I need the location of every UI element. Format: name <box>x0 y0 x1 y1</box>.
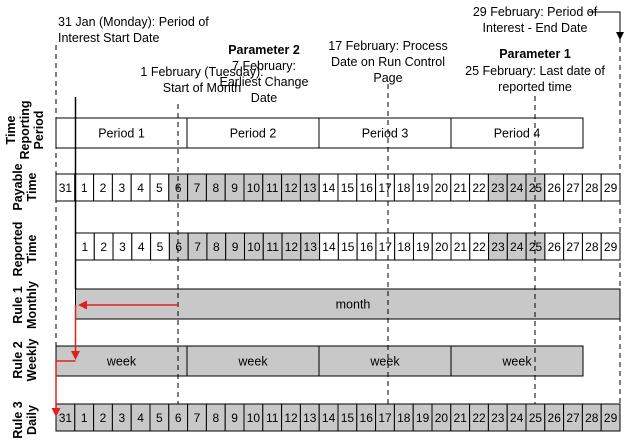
payable-time-day: 4 <box>137 181 144 195</box>
reported-time-day: 24 <box>510 240 524 254</box>
payable-time-day: 19 <box>415 181 430 195</box>
annotation-feb29-line: Interest - End Date <box>482 21 588 35</box>
annotation-parameter2-line: 7 February: <box>232 59 296 73</box>
row-label-rule1-monthly-line: Monthly <box>25 281 39 329</box>
payable-time-day: 25 <box>528 181 543 195</box>
week-label: week <box>238 354 268 369</box>
payable-time-day: 2 <box>99 181 107 195</box>
payable-time-day: 1 <box>80 181 88 195</box>
reported-time-day: 29 <box>603 240 618 254</box>
month-label: month <box>335 297 371 312</box>
daily-day: 26 <box>547 411 561 425</box>
payable-time-day: 31 <box>58 181 73 195</box>
payable-time-day: 22 <box>472 181 486 195</box>
daily-day: 6 <box>174 411 182 425</box>
annotation-parameter2-line: Date <box>250 91 278 105</box>
daily-day: 11 <box>265 411 279 425</box>
row-label-reported-time <box>11 222 39 277</box>
daily-day: 5 <box>156 411 163 425</box>
period-label: Period 1 <box>98 126 145 141</box>
annotation-feb17-line: 17 February: Process <box>328 39 448 53</box>
annotation-jan31-line: Interest Start Date <box>58 31 160 45</box>
row-label-rule3-daily-line: Rule 3 <box>11 401 25 439</box>
payable-time-day: 24 <box>509 181 524 195</box>
annotation-parameter1 <box>465 64 605 94</box>
reported-time-day: 12 <box>284 240 299 254</box>
daily-day: 24 <box>509 411 524 425</box>
annotation-feb29 <box>473 5 598 35</box>
reported-time-day: 15 <box>341 240 355 254</box>
reported-time-day: 3 <box>119 240 126 254</box>
annotation-parameter2-line: Earliest Change <box>219 75 309 89</box>
daily-day: 7 <box>193 411 201 425</box>
payable-time-day: 5 <box>156 181 163 195</box>
daily-day: 9 <box>231 411 238 425</box>
daily-day: 17 <box>378 411 392 425</box>
annotation-feb17 <box>328 39 448 85</box>
daily-day: 31 <box>58 411 73 425</box>
daily-day: 13 <box>303 411 317 425</box>
reported-time-day: 14 <box>322 240 336 254</box>
period-label: Period 2 <box>229 126 277 141</box>
reported-time-day: 5 <box>156 240 164 254</box>
daily-day: 8 <box>212 411 220 425</box>
row-label-reported-time-line: Time <box>25 234 39 264</box>
payable-time-day: 20 <box>434 181 449 195</box>
annotation-parameter2 <box>220 59 309 105</box>
payable-time-day: 13 <box>303 181 317 195</box>
annotation-feb1-line: 1 February (Tuesday): <box>140 65 264 79</box>
reported-time-day: 23 <box>491 240 505 254</box>
payable-time-day: 29 <box>603 181 618 195</box>
daily-day: 20 <box>434 411 449 425</box>
payable-time-day: 10 <box>246 181 261 195</box>
reported-time-day: 22 <box>472 240 486 254</box>
row-label-time-reporting-period-line: Period <box>32 110 46 150</box>
daily-day: 27 <box>566 411 580 425</box>
row-label-payable-time-line: Time <box>25 172 39 202</box>
row-label-rule2-weekly <box>11 339 39 382</box>
row-label-rule1-monthly <box>11 281 39 329</box>
payable-time-day: 28 <box>585 181 599 195</box>
row-label-rule2-weekly-line: Weekly <box>25 338 39 382</box>
period-label: Period 4 <box>493 126 541 141</box>
row-label-payable-time-line: Payable <box>11 163 25 211</box>
daily-day: 14 <box>321 411 336 425</box>
reported-time-day: 7 <box>194 240 201 254</box>
row-label-rule3-daily <box>11 401 39 439</box>
reported-time-day: 21 <box>453 240 468 254</box>
payable-time-day: 3 <box>118 181 126 195</box>
payable-time-day: 7 <box>193 181 201 195</box>
daily-day: 1 <box>80 411 88 425</box>
payable-time-day: 17 <box>378 181 392 195</box>
payable-time-day: 23 <box>491 181 505 195</box>
period-label: Period 3 <box>361 126 409 141</box>
payable-time-day: 8 <box>212 181 220 195</box>
reported-time-day: 13 <box>303 240 317 254</box>
reported-time-day: 9 <box>231 240 239 254</box>
week-label: week <box>370 354 400 369</box>
daily-day: 16 <box>359 411 373 425</box>
daily-day: 18 <box>397 411 411 425</box>
payable-time-day: 12 <box>284 181 298 195</box>
payable-time-day: 27 <box>566 181 580 195</box>
payable-time-day: 6 <box>174 181 182 195</box>
reported-time-day: 4 <box>137 240 145 254</box>
payable-time-day: 16 <box>359 181 373 195</box>
reported-time-day: 11 <box>266 240 279 254</box>
daily-day: 2 <box>99 411 107 425</box>
daily-day: 29 <box>603 411 618 425</box>
annotation-jan31-line: 31 Jan (Monday): Period of <box>58 15 209 29</box>
daily-day: 10 <box>246 411 261 425</box>
reported-time-day: 20 <box>434 240 449 254</box>
annotation-feb17-line: Page <box>373 71 403 85</box>
reported-time-day: 25 <box>528 240 543 254</box>
payable-time-day: 26 <box>547 181 561 195</box>
daily-day: 12 <box>284 411 298 425</box>
feb29-arrowhead <box>616 32 624 40</box>
annotation-feb29-line: 29 February: Period of <box>472 5 598 19</box>
daily-day: 3 <box>118 411 126 425</box>
row-label-reported-time-line: Reported <box>11 221 25 277</box>
annotation-feb17-line: Date on Run Control <box>331 55 445 69</box>
payable-time-day: 14 <box>321 181 336 195</box>
reported-time-day: 2 <box>100 240 108 254</box>
reported-time-day: 26 <box>547 240 561 254</box>
payable-time-day: 9 <box>231 181 238 195</box>
row-label-time-reporting-period <box>4 100 46 159</box>
reported-time-day: 18 <box>397 240 411 254</box>
row-label-rule1-monthly-line: Rule 1 <box>11 286 25 324</box>
payable-time-day: 15 <box>340 181 355 195</box>
annotation-parameter1-line: 25 February: Last date of <box>465 64 605 78</box>
row-label-rule2-weekly-line: Rule 2 <box>11 341 25 379</box>
payable-time-day: 18 <box>397 181 411 195</box>
daily-day: 4 <box>137 411 144 425</box>
payable-time-day: 11 <box>265 181 279 195</box>
daily-day: 21 <box>453 411 467 425</box>
daily-day: 23 <box>491 411 505 425</box>
row-label-rule3-daily-line: Daily <box>25 405 39 435</box>
reported-time-day: 16 <box>359 240 374 254</box>
reported-time-day: 17 <box>378 240 392 254</box>
daily-day: 19 <box>415 411 430 425</box>
reported-time-day: 28 <box>585 240 599 254</box>
week-label: week <box>106 354 137 369</box>
daily-day: 28 <box>585 411 599 425</box>
reported-time-day: 1 <box>81 240 89 254</box>
row-label-time-reporting-period-line: Time <box>4 115 18 145</box>
daily-day: 15 <box>340 411 355 425</box>
annotation-jan31 <box>58 15 209 45</box>
reported-time-day: 27 <box>566 240 580 254</box>
reported-time-day: 19 <box>416 240 430 254</box>
annotation-parameter1-line: reported time <box>498 80 572 94</box>
payable-time-day: 21 <box>453 181 467 195</box>
annotation-feb1-line: Start of Month <box>162 81 242 95</box>
reported-time-day: 10 <box>247 240 261 254</box>
week-label: week <box>502 354 532 369</box>
parameter1-title: Parameter 1 <box>499 47 571 61</box>
reported-time-day: 8 <box>212 240 220 254</box>
parameter2-title: Parameter 2 <box>228 43 300 57</box>
daily-day: 25 <box>528 411 543 425</box>
row-label-payable-time <box>11 163 39 210</box>
row-label-time-reporting-period-line: Reporting <box>18 100 32 160</box>
daily-day: 22 <box>472 411 486 425</box>
reported-time-day: 6 <box>175 240 183 254</box>
